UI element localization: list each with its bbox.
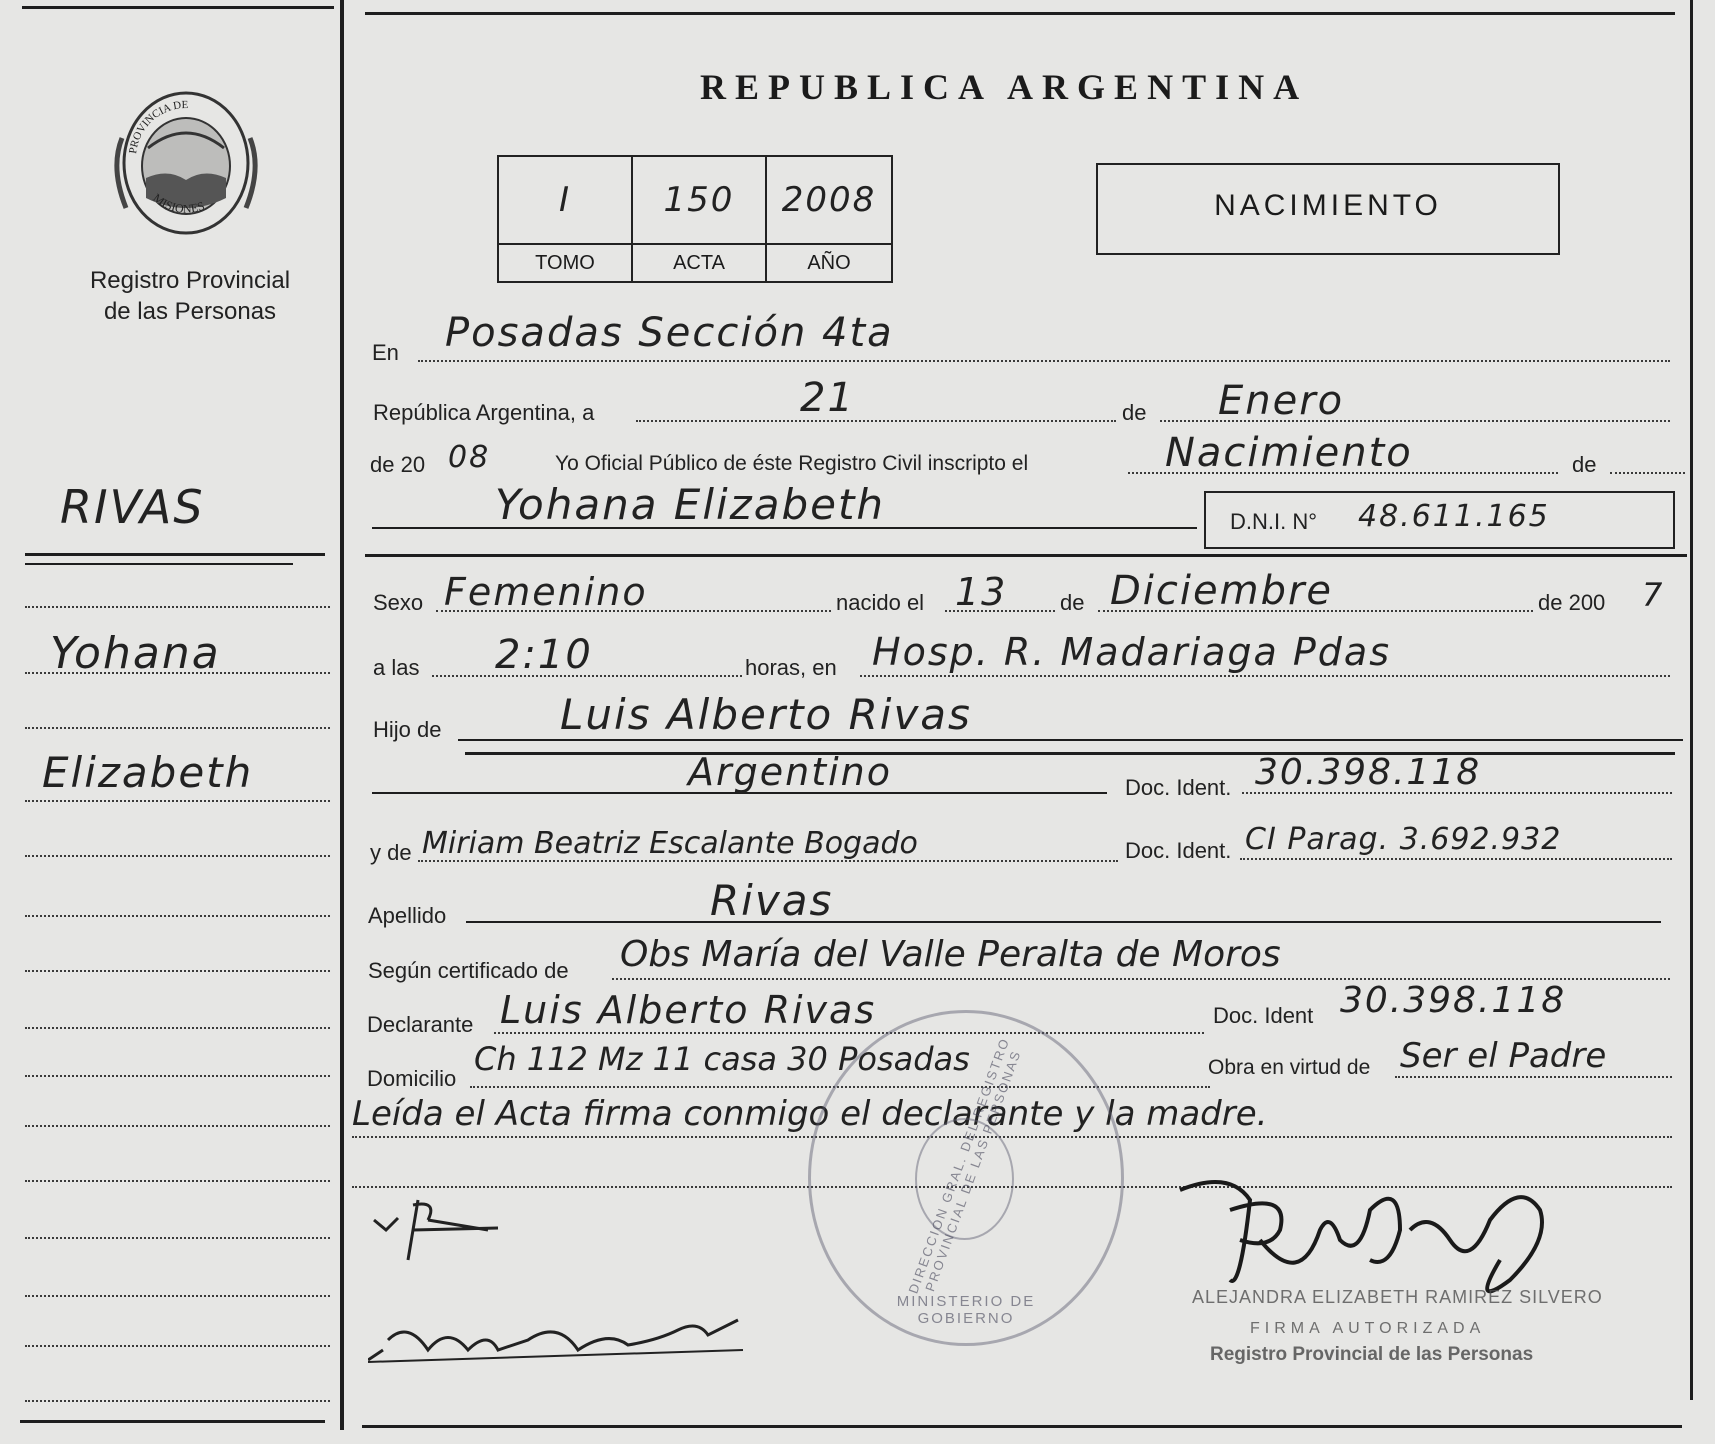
yde-label: y de <box>370 840 412 865</box>
birth-day-value: 13 <box>955 570 1008 614</box>
place-line <box>860 675 1670 677</box>
svg-text:PROVINCIA DE: PROVINCIA DE <box>127 98 189 155</box>
margin-dotted-line <box>25 1180 330 1182</box>
place-value: Hosp. R. Madariaga Pdas <box>872 630 1392 674</box>
birth-year-digit: 7 <box>1642 576 1665 614</box>
margin-dotted-line <box>25 1295 330 1297</box>
declarante-line <box>494 1032 1204 1034</box>
margin-dotted-line <box>25 606 330 608</box>
acta-label: ACTA <box>632 244 766 282</box>
obra-value: Ser el Padre <box>1400 1036 1607 1076</box>
apellido-line <box>466 921 1661 923</box>
right-border <box>1690 0 1693 1400</box>
segun-label: Según certificado de <box>368 958 569 983</box>
declarante-doc: 30.398.118 <box>1340 980 1567 1021</box>
obra-line <box>1395 1076 1672 1078</box>
child-name-value: Yohana Elizabeth <box>495 480 886 529</box>
act-type: NACIMIENTO <box>1214 189 1442 222</box>
inscribed-value: Nacimiento <box>1165 430 1413 476</box>
acta-value: 150 <box>632 156 766 244</box>
oficial-text: Yo Oficial Público de éste Registro Civil inscripto el <box>555 452 1029 475</box>
section-rule <box>365 554 1687 557</box>
anio-label: AÑO <box>766 244 892 282</box>
horas-label: horas, en <box>745 655 837 680</box>
margin-dotted-line <box>25 672 330 674</box>
father-value: Luis Alberto Rivas <box>560 690 972 739</box>
page-title: REPUBLICA ARGENTINA <box>700 67 1309 107</box>
margin-surname-rule <box>25 553 325 556</box>
dni-label: D.N.I. N° <box>1230 509 1318 534</box>
anio-value: 2008 <box>766 156 892 244</box>
margin-divider <box>340 0 344 1430</box>
sexo-value: Femenino <box>444 570 648 614</box>
republica-label: República Argentina, a <box>373 400 595 425</box>
month-value: Enero <box>1218 378 1345 424</box>
margin-dotted-line <box>25 800 330 802</box>
tomo-value: I <box>498 156 632 244</box>
father-rule <box>465 752 1675 755</box>
closing-text: Leída el Acta firma conmigo el declarante y la madre. <box>352 1094 1268 1134</box>
en-label: En <box>372 340 399 365</box>
nacido-label: nacido el <box>836 590 925 615</box>
margin-dotted-line <box>25 1345 330 1347</box>
de-label: de <box>1122 400 1147 425</box>
margin-dotted-line <box>25 1125 330 1127</box>
top-rule-left <box>22 6 334 9</box>
doc-ident-label-2: Doc. Ident. <box>1125 838 1232 863</box>
father-line <box>458 739 1683 741</box>
hour-value: 2:10 <box>495 632 593 678</box>
margin-dotted-line <box>25 970 330 972</box>
declarante-label: Declarante <box>367 1012 474 1037</box>
obra-label: Obra en virtud de <box>1208 1056 1371 1079</box>
official-stamp <box>808 1010 1124 1346</box>
hijo-label: Hijo de <box>373 717 442 742</box>
stamp-text: DIRECCION GRAL. DEL REGISTRO PROVINCIAL DE LAS PERSONAS <box>905 1035 1024 1296</box>
margin-surname: RIVAS <box>60 480 205 534</box>
bottom-rule-left <box>20 1420 325 1423</box>
stamp-inner-text: MINISTERIO DE GOBIERNO <box>896 1293 1036 1327</box>
domicilio-value: Ch 112 Mz 11 casa 30 Posadas <box>474 1040 970 1078</box>
official-role: FIRMA AUTORIZADA <box>1250 1320 1486 1337</box>
father-doc: 30.398.118 <box>1255 752 1482 793</box>
apellido-label: Apellido <box>368 903 447 928</box>
mother-value: Miriam Beatriz Escalante Bogado <box>422 826 918 861</box>
day-value: 21 <box>800 375 855 421</box>
en-line <box>418 360 1670 362</box>
misiones-seal-icon <box>108 78 264 240</box>
segun-value: Obs María del Valle Peralta de Moros <box>620 934 1281 975</box>
margin-dotted-line <box>25 855 330 857</box>
registry-name-line1: Registro Provincial <box>89 267 291 294</box>
signature-marks-icon <box>368 1190 788 1370</box>
official-name: ALEJANDRA ELIZABETH RAMIREZ SILVERO <box>1192 1287 1603 1307</box>
svg-text:MISIONES: MISIONES <box>150 190 207 216</box>
year-value: 08 <box>448 440 491 475</box>
apellido-value: Rivas <box>710 876 834 925</box>
dni-box <box>1204 491 1675 549</box>
margin-dotted-line <box>25 1027 330 1029</box>
doc-ident-label-3: Doc. Ident <box>1213 1003 1314 1028</box>
margin-dotted-line <box>25 727 330 729</box>
domicilio-label: Domicilio <box>367 1066 457 1091</box>
top-rule-right <box>365 12 1675 15</box>
margin-dotted-line <box>25 1237 330 1239</box>
dni-value: 48.611.165 <box>1358 499 1550 534</box>
margin-dotted-line <box>25 1400 330 1402</box>
register-table <box>497 155 893 283</box>
year-prefix: de 20 <box>370 452 426 477</box>
declarante-value: Luis Alberto Rivas <box>500 988 877 1032</box>
de-label-3: de <box>1060 590 1085 615</box>
mother-doc-line <box>1240 858 1672 860</box>
margin-dotted-line <box>25 1075 330 1077</box>
registry-name-line2: de las Personas <box>103 298 277 325</box>
official-office: Registro Provincial de las Personas <box>1210 1344 1534 1365</box>
alas-label: a las <box>373 655 420 680</box>
de-line-2 <box>1610 472 1685 474</box>
de-label-2: de <box>1572 452 1597 477</box>
margin-name1: Yohana <box>50 628 221 679</box>
margin-dotted-line <box>25 915 330 917</box>
sexo-label: Sexo <box>373 590 424 615</box>
margin-surname-underline <box>25 563 293 565</box>
act-type-box <box>1096 163 1560 255</box>
margin-name2: Elizabeth <box>42 748 254 797</box>
en-value: Posadas Sección 4ta <box>445 310 894 356</box>
de-year-label: de 200 <box>1538 590 1606 615</box>
birth-month-value: Diciembre <box>1110 568 1334 614</box>
day-line <box>636 420 1116 422</box>
tomo-label: TOMO <box>498 244 632 282</box>
bottom-rule-right <box>362 1425 1682 1428</box>
doc-ident-label: Doc. Ident. <box>1125 775 1232 800</box>
father-nationality: Argentino <box>688 750 892 794</box>
mother-doc: CI Parag. 3.692.932 <box>1245 822 1562 857</box>
